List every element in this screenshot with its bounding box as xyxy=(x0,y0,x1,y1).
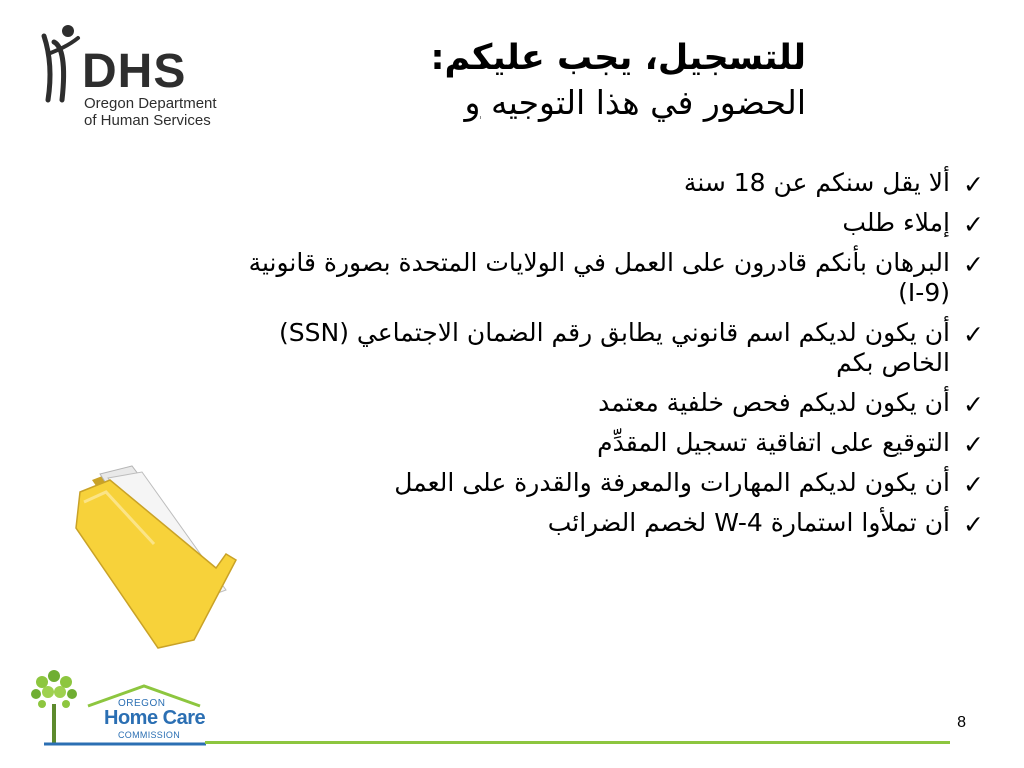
ohcc-home-care-label: Home Care xyxy=(104,707,206,729)
dhs-wordmark: DHS xyxy=(82,45,187,98)
checkmark-icon: ✓ xyxy=(963,320,984,349)
list-item-text: أن يكون لديكم فحص خلفية معتمد xyxy=(598,388,950,417)
footer-divider xyxy=(205,741,950,744)
title-line-2-underlined: و xyxy=(464,83,481,122)
title-line-1: للتسجيل، يجب عليكم: xyxy=(430,38,806,78)
dhs-subtitle-line2: of Human Services xyxy=(84,112,211,129)
list-item xyxy=(84,428,984,458)
list-item-text-continued: الخاص بكم xyxy=(836,348,950,377)
title-line-2-text: الحضور في هذا التوجيه xyxy=(480,83,806,122)
list-item-text: ألا يقل سنكم عن 18 سنة xyxy=(683,168,950,197)
list-item-text-continued: (I-9) xyxy=(898,278,950,307)
page-number: 8 xyxy=(957,714,966,731)
list-item-text: إملاء طلب xyxy=(842,208,950,237)
ohcc-commission-label: COMMISSION xyxy=(118,730,181,740)
list-item xyxy=(84,208,984,238)
list-item xyxy=(84,168,984,198)
list-item-text: أن يكون لديكم اسم قانوني يطابق رقم الضمان الاجتماعي (SSN) xyxy=(279,318,950,347)
list-item xyxy=(84,248,984,308)
list-item-text: أن تملأوا استمارة W-4 لخصم الضرائب xyxy=(547,508,950,537)
list-item-text: البرهان بأنكم قادرون على العمل في الولايات المتحدة بصورة قانونية xyxy=(248,248,950,277)
checkmark-icon: ✓ xyxy=(963,250,984,279)
ohcc-logo xyxy=(26,670,206,750)
dhs-subtitle-line1: Oregon Department xyxy=(84,95,217,112)
dhs-logo xyxy=(38,24,238,134)
checkmark-icon: ✓ xyxy=(963,470,984,499)
dhs-subtitle xyxy=(84,95,244,129)
ohcc-oregon-label: OREGON xyxy=(118,698,166,709)
person-figure-icon xyxy=(38,24,82,104)
list-item xyxy=(84,388,984,418)
checkmark-icon: ✓ xyxy=(963,170,984,199)
slide-title xyxy=(431,36,806,126)
list-item-text: أن يكون لديكم المهارات والمعرفة والقدرة على العمل xyxy=(394,468,950,497)
title-line-2 xyxy=(431,80,806,126)
list-item xyxy=(84,318,984,378)
checkmark-icon: ✓ xyxy=(963,510,984,539)
checkmark-icon: ✓ xyxy=(963,390,984,419)
folder-icon xyxy=(70,462,240,652)
checkmark-icon: ✓ xyxy=(963,210,984,239)
list-item-text: التوقيع على اتفاقية تسجيل المقدِّم xyxy=(597,428,950,457)
checkmark-icon: ✓ xyxy=(963,430,984,459)
